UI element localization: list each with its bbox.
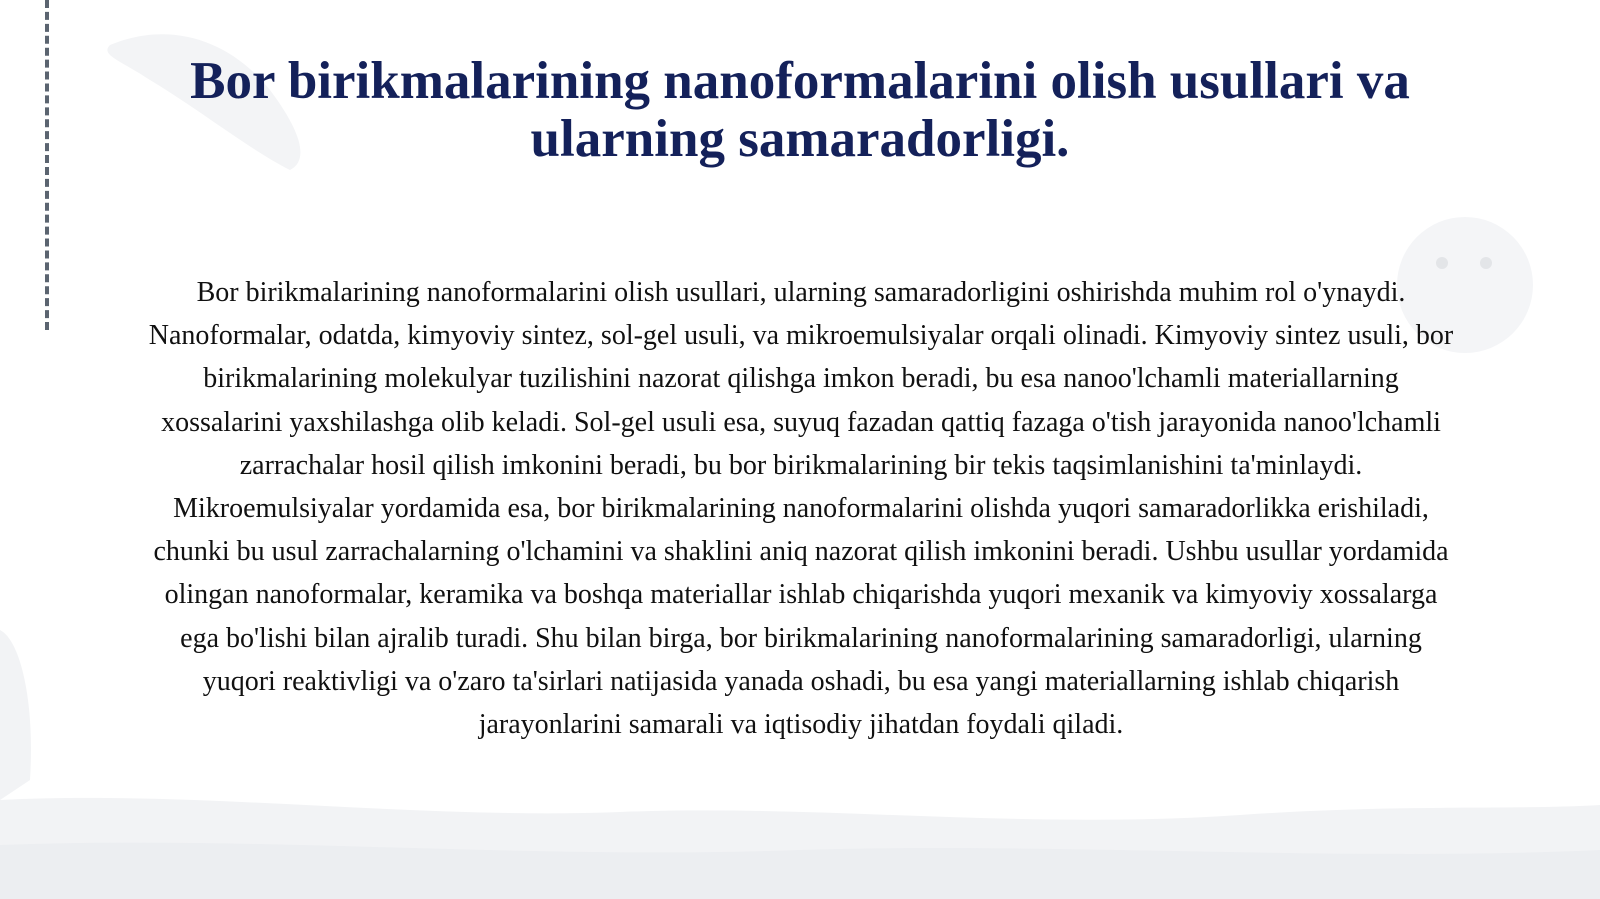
slide-body-text: Bor birikmalarining nanoformalarini olish usullari, ularning samaradorligini oshirishda muhim rol o'ynaydi. Nanoformalar, odatda, kimyoviy sintez, sol-gel usuli, va mikroemulsiyalar orqali olinadi. Kimyoviy sintez usuli, bor birikmalarining molekulyar tuzilishini nazorat qilishga imkon beradi, bu esa nanoo'lchamli materiallarning xossalarini yaxshilashga olib keladi. Sol-gel usuli esa, suyuq fazadan qattiq fazaga o'tish jarayonida nanoo'lchamli zarrachalar hosil qilish imkonini beradi, bu bor birikmalarining bir tekis taqsimlanishini ta'minlaydi. Mikroemulsiyalar yordamida esa, bor birikmalarining nanoformalarini olishda yuqori samaradorlikka erishiladi, chunki bu usul zarrachalarning o'lchamini va shaklini aniq nazorat qilish imkonini beradi. Ushbu usullar yordamida olingan nanoformalar, keramika va boshqa materiallar ishlab chiqarishda yuqori mexanik va kimyoviy xossalarga ega bo'lishi bilan ajralib turadi. Shu bilan birga, bor birikmalarining nanoformalarining samaradorligi, ularning yuqori reaktivligi va o'zaro ta'sirlari natijasida yanada oshadi, bu esa yangi materiallarning ishlab chiqarish jarayonlarini samarali va iqtisodiy jihatdan foydali qiladi. [148,277,1454,741]
dashed-left-border [45,0,49,330]
slide-title: Bor birikmalarining nanoformalarini olish usullari va ularning samaradorligi. [190,52,1410,168]
dot-decoration-right [1480,257,1492,269]
wash-left [0,630,31,800]
dot-decoration-left [1436,257,1448,269]
